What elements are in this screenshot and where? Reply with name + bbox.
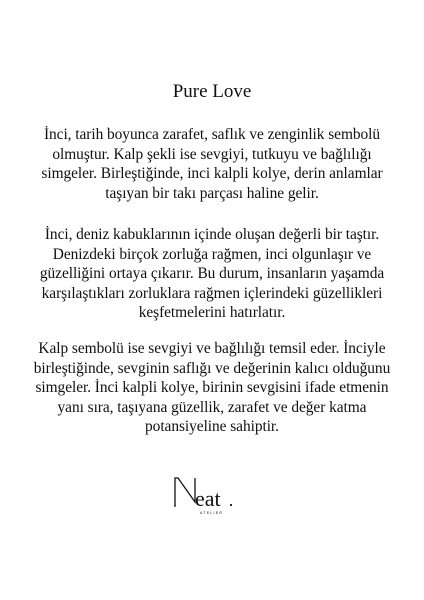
page-title: Pure Love (172, 81, 252, 102)
svg-text:eat: eat (195, 486, 221, 511)
paragraph-2 (10, 225, 414, 323)
paragraph-line: olmuştur. Kalp şekli ise sevgiyi, tutkuyu ve bağlılığı (52, 145, 372, 163)
paragraph-3 (10, 339, 414, 437)
paragraph-line: İnci, deniz kabuklarının içinde oluşan değerli bir taştır. (44, 226, 380, 243)
neat-logo-icon (167, 470, 257, 520)
logo-subtitle: ATELIER (200, 511, 224, 515)
paragraph-1 (10, 125, 414, 203)
paragraph-line: karşılaştıkları zorluklara rağmen içlerindeki güzellikleri (41, 284, 383, 302)
paragraph-line: simgeler. Birleştiğinde, inci kalpli kolye, derin anlamlar (41, 165, 383, 182)
paragraph-line: keşfetmelerini hatırlatır. (138, 304, 286, 321)
paragraph-line: İnci, tarih boyunca zarafet, saflık ve zenginlik sembolü (43, 126, 381, 143)
paragraph-line: simgeler. İnci kalpli kolye, birinin sevgisini ifade etmenin (35, 379, 389, 396)
paragraph-line: Kalp sembolü ise sevgiyi ve bağlılığı temsil eder. İnciyle (38, 340, 386, 357)
paragraph-line: birleştiğinde, sevginin saflığı ve değerinin kalıcı olduğunu (33, 359, 391, 377)
brand-logo (0, 470, 424, 520)
paragraph-line: taşıyan bir takı parçası haline gelir. (105, 184, 319, 202)
paragraph-line: yanı sıra, taşıyana güzellik, zarafet ve değer katma (57, 398, 367, 416)
paragraph-line: potansiyeline sahiptir. (145, 418, 279, 435)
paragraph-line: Denizdeki birçok zorluğa rağmen, inci olgunlaşır ve (52, 245, 372, 263)
paragraph-line: güzelliğini ortaya çıkarır. Bu durum, insanların yaşamda (39, 265, 385, 282)
